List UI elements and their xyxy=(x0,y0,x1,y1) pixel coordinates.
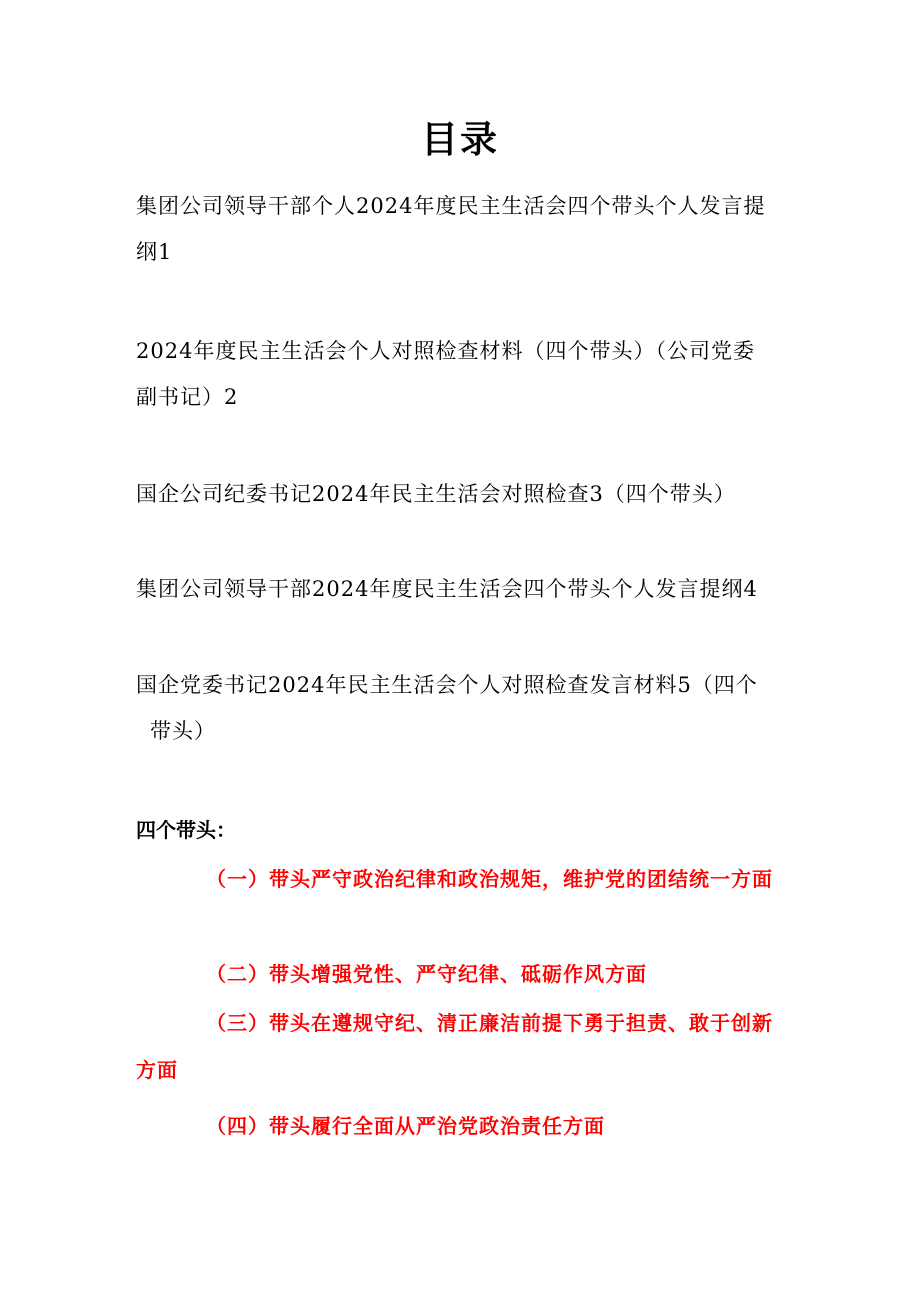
toc-entry-line: 2024年度民主生活会个人对照检查材料（四个带头）（公司党委 xyxy=(136,339,755,363)
toc-entry[interactable] xyxy=(136,328,792,420)
toc-entry[interactable] xyxy=(136,566,792,612)
toc-entry[interactable] xyxy=(136,471,792,517)
lead-item: （二）带头增强党性、严守纪律、砥砺作风方面 xyxy=(206,962,647,986)
toc-entry[interactable] xyxy=(136,183,792,275)
lead-item: （四）带头履行全面从严治党政治责任方面 xyxy=(206,1114,605,1138)
toc-entry[interactable] xyxy=(136,662,792,754)
lead-item: （一）带头严守政治纪律和政治规矩，维护党的团结统一方面 xyxy=(206,867,773,891)
toc-entry-line: 集团公司领导干部个人2024年度民主生活会四个带头个人发言提 xyxy=(136,194,766,218)
toc-title: 目录 xyxy=(421,118,499,161)
toc-entry-line: 副书记）2 xyxy=(136,385,239,409)
toc-entry-line: 国企党委书记2024年民主生活会个人对照检查发言材料5（四个 xyxy=(136,673,758,697)
toc-entry-line: 集团公司领导干部2024年度民主生活会四个带头个人发言提纲4 xyxy=(136,577,758,601)
toc-entry-line: 纲1 xyxy=(136,240,173,264)
lead-item: （三）带头在遵规守纪、清正廉洁前提下勇于担责、敢于创新方面 xyxy=(136,1011,773,1082)
toc-entry-line: 带头） xyxy=(150,719,216,743)
section-label: 四个带头： xyxy=(136,818,236,842)
toc-entry-line: 国企公司纪委书记2024年民主生活会对照检查3（四个带头） xyxy=(136,482,736,506)
